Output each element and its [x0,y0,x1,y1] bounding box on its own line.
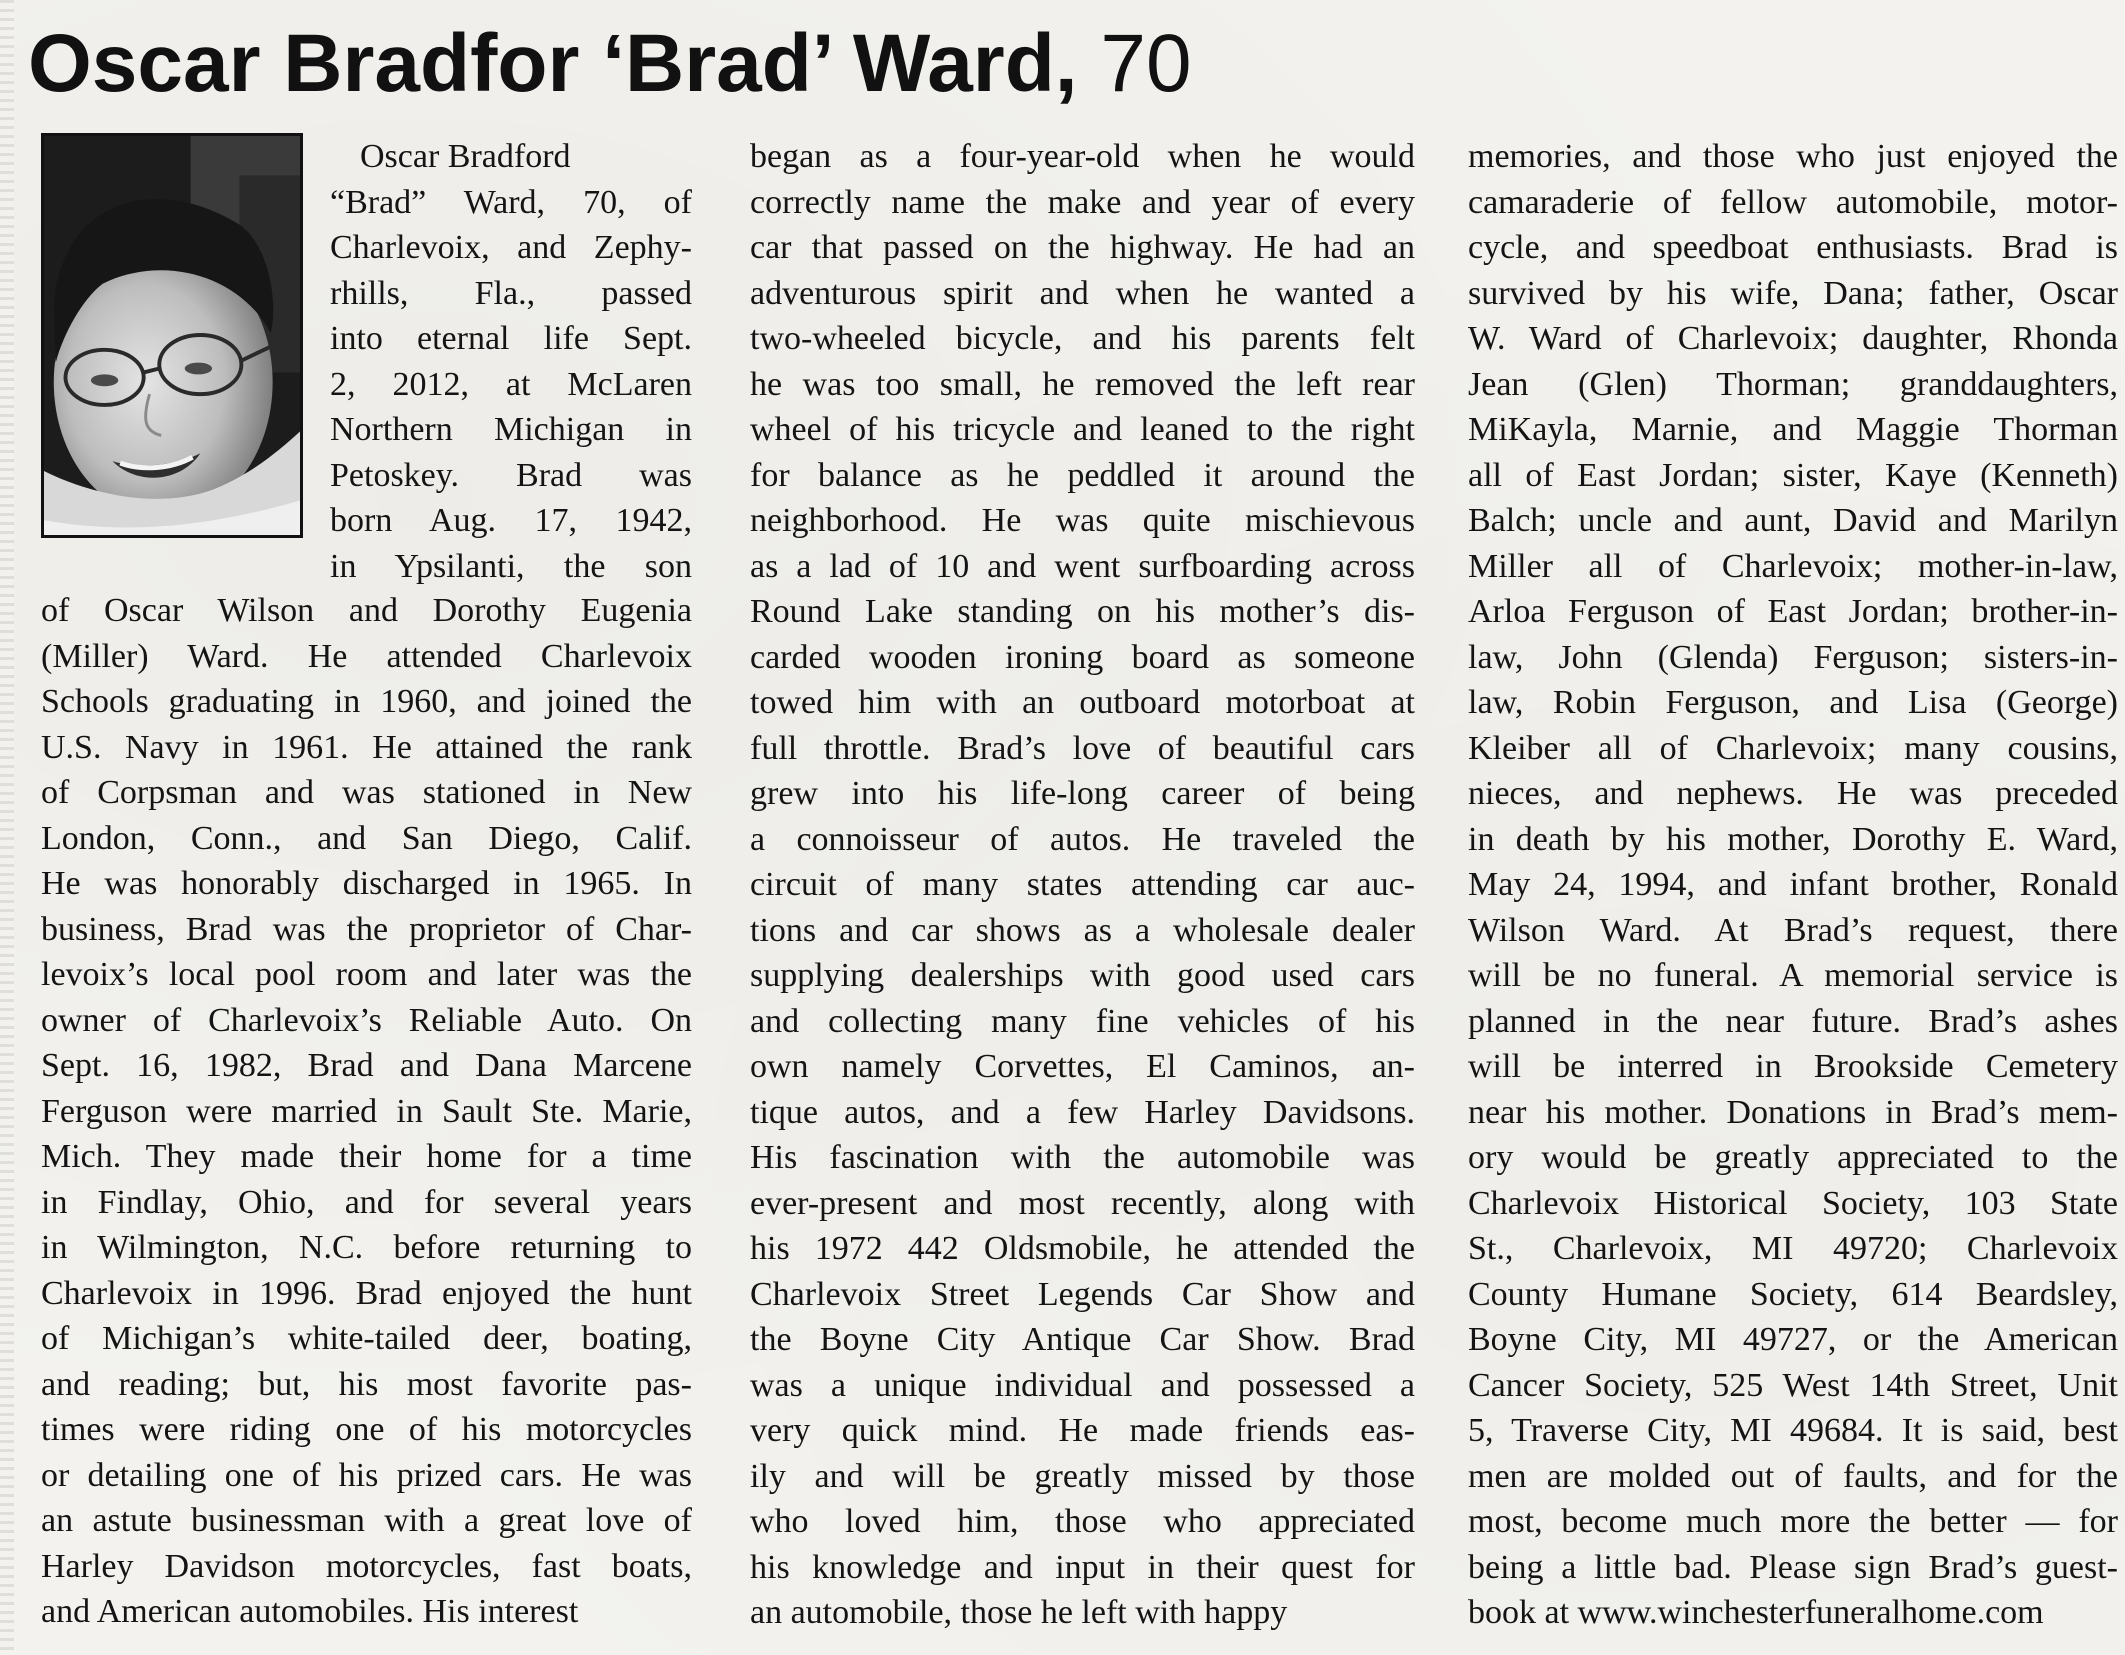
text-line: tions and car shows as a wholesale dealer [750,911,1415,949]
text-line: of Oscar Wilson and Dorothy Eugenia [41,592,692,629]
text-line: neighborhood. He was quite mischievous [750,502,1415,539]
torn-edge [0,0,14,1655]
text-line: his 1972 442 Oldsmobile, he attended the [750,1230,1415,1267]
text-line: wheel of his tricycle and leaned to the right [750,411,1415,448]
text-line: for balance as he peddled it around the [750,456,1415,494]
text-line: his knowledge and input in their quest for [750,1548,1415,1586]
text-line: born Aug. 17, 1942, [330,502,692,539]
text-line: will be interred in Brookside Cemetery [1468,1048,2118,1085]
text-line: nieces, and nephews. He was preceded [1468,775,2118,812]
text-line: full throttle. Brad’s love of beautiful cars [750,729,1415,767]
text-line: ever-present and most recently, along with [750,1184,1415,1222]
text-line: U.S. Navy in 1961. He attained the rank [41,728,692,766]
text-line: Charlevoix, and Zephy- [330,229,692,266]
text-line: car that passed on the highway. He had an [750,229,1415,266]
text-line: or detailing one of his prized cars. He was [41,1456,692,1494]
text-line: near his mother. Donations in Brad’s mem- [1468,1093,2118,1131]
text-line: the Boyne City Antique Car Show. Brad [750,1321,1415,1358]
text-line: His fascination with the automobile was [750,1139,1415,1176]
text-line: levoix’s local pool room and later was the [41,956,692,993]
text-line: 5, Traverse City, MI 49684. It is said, best [1468,1412,2118,1449]
text-line: tique autos, and a few Harley Davidsons. [750,1093,1415,1131]
text-line: memories, and those who just enjoyed the [1468,138,2118,175]
text-line: grew into his life-long career of being [750,775,1415,812]
text-line: of Corpsman and was stationed in New [41,774,692,811]
text-line: ily and will be greatly missed by those [750,1457,1415,1495]
text-line: Jean (Glen) Thorman; granddaughters, [1468,365,2118,403]
text-line: ory would be greatly appreciated to the [1468,1139,2118,1176]
text-line: times were riding one of his motorcycles [41,1411,692,1448]
text-line: Sept. 16, 1982, Brad and Dana Marcene [41,1047,692,1084]
text-line: Kleiber all of Charlevoix; many cousins, [1468,729,2118,767]
text-line: most, become much more the better — for [1468,1503,2118,1540]
text-line: very quick mind. He made friends eas- [750,1412,1415,1449]
text-line: towed him with an outboard motorboat at [750,684,1415,721]
text-line: planned in the near future. Brad’s ashes [1468,1002,2118,1040]
text-line: Balch; uncle and aunt, David and Marilyn [1468,502,2118,539]
text-line: Miller all of Charlevoix; mother-in-law, [1468,547,2118,585]
text-line: business, Brad was the proprietor of Char- [41,910,692,948]
text-line: May 24, 1994, and infant brother, Ronald [1468,866,2118,903]
text-line: adventurous spirit and when he wanted a [750,274,1415,312]
text-line: law, John (Glenda) Ferguson; sisters-in- [1468,638,2118,676]
text-line: rhills, Fla., passed [330,274,692,312]
text-line: will be no funeral. A memorial service is [1468,957,2118,994]
column-1-beside-photo [330,134,692,589]
text-line: MiKayla, Marnie, and Maggie Thorman [1468,411,2118,448]
text-line: all of East Jordan; sister, Kaye (Kenneth) [1468,456,2118,494]
text-line: two-wheeled bicycle, and his parents felt [750,320,1415,357]
text-line: Arloa Ferguson of East Jordan; brother-in- [1468,593,2118,630]
text-line: circuit of many states attending car auc- [750,866,1415,903]
text-line: camaraderie of fellow automobile, motor- [1468,183,2118,221]
text-line: 2, 2012, at McLaren [330,365,692,403]
text-line: Boyne City, MI 49727, or the American [1468,1321,2118,1358]
text-line: London, Conn., and San Diego, Calif. [41,819,692,857]
text-line: County Humane Society, 614 Beardsley, [1468,1275,2118,1313]
text-line: survived by his wife, Dana; father, Oscar [1468,274,2118,312]
text-line: law, Robin Ferguson, and Lisa (George) [1468,684,2118,721]
column-2 [750,134,1415,1636]
headline-name: Oscar Bradfor ‘Brad’ Ward, [28,18,1078,109]
text-line: Mich. They made their home for a time [41,1138,692,1175]
obituary-headline [28,14,1192,114]
text-line: Charlevoix Street Legends Car Show and [750,1275,1415,1313]
text-line: Ferguson were married in Sault Ste. Marie, [41,1092,692,1130]
text-line: as a lad of 10 and went surfboarding across [750,547,1415,585]
portrait-photo [41,133,303,538]
text-line: he was too small, he removed the left rear [750,365,1415,403]
text-line: Charlevoix in 1996. Brad enjoyed the hunt [41,1274,692,1312]
text-line: of Michigan’s white-tailed deer, boating, [41,1320,692,1357]
text-line: carded wooden ironing board as someone [750,638,1415,676]
text-line: St., Charlevoix, MI 49720; Charlevoix [1468,1230,2118,1267]
text-line: Round Lake standing on his mother’s dis- [750,593,1415,630]
text-line: “Brad” Ward, 70, of [330,183,692,221]
text-line: correctly name the make and year of every [750,183,1415,221]
text-line: Cancer Society, 525 West 14th Street, Unit [1468,1366,2118,1404]
column-1-below-photo [41,588,692,1635]
text-line: Harley Davidson motorcycles, fast boats, [41,1547,692,1585]
text-line: own namely Corvettes, El Caminos, an- [750,1048,1415,1085]
text-line: began as a four-year-old when he would [750,138,1415,175]
text-line: was a unique individual and possessed a [750,1366,1415,1404]
text-line: and American automobiles. His interest [41,1593,579,1630]
text-line: men are molded out of faults, and for the [1468,1457,2118,1495]
column-3 [1468,134,2118,1636]
text-line: supplying dealerships with good used cars [750,957,1415,994]
text-line: into eternal life Sept. [330,320,692,357]
portrait-photo-icon [44,136,300,535]
text-line: in death by his mother, Dorothy E. Ward, [1468,820,2118,858]
text-line: a connoisseur of autos. He traveled the [750,820,1415,858]
text-line: cycle, and speedboat enthusiasts. Brad is [1468,229,2118,266]
text-line: book at www.winchesterfuneralhome.com [1468,1594,2044,1631]
text-line: Wilson Ward. At Brad’s request, there [1468,911,2118,949]
text-line: and reading; but, his most favorite pas- [41,1365,692,1403]
text-line: in Ypsilanti, the son [330,547,692,585]
text-line: He was honorably discharged in 1965. In [41,865,692,902]
headline-age: 70 [1100,18,1192,109]
text-line: Northern Michigan in [330,411,692,448]
text-line: who loved him, those who appreciated [750,1503,1415,1540]
text-line: Charlevoix Historical Society, 103 State [1468,1184,2118,1222]
text-line: an automobile, those he left with happy [750,1594,1288,1631]
text-line: and collecting many fine vehicles of his [750,1002,1415,1040]
text-line: Schools graduating in 1960, and joined the [41,683,692,720]
text-line: W. Ward of Charlevoix; daughter, Rhonda [1468,320,2118,357]
text-line: in Wilmington, N.C. before returning to [41,1229,692,1266]
text-line: owner of Charlevoix’s Reliable Auto. On [41,1001,692,1039]
text-line: being a little bad. Please sign Brad’s guest- [1468,1548,2118,1586]
text-line: Oscar Bradford [360,138,571,175]
text-line: an astute businessman with a great love of [41,1502,692,1539]
text-line: Petoskey. Brad was [330,456,692,494]
text-line: in Findlay, Ohio, and for several years [41,1183,692,1221]
text-line: (Miller) Ward. He attended Charlevoix [41,637,692,675]
